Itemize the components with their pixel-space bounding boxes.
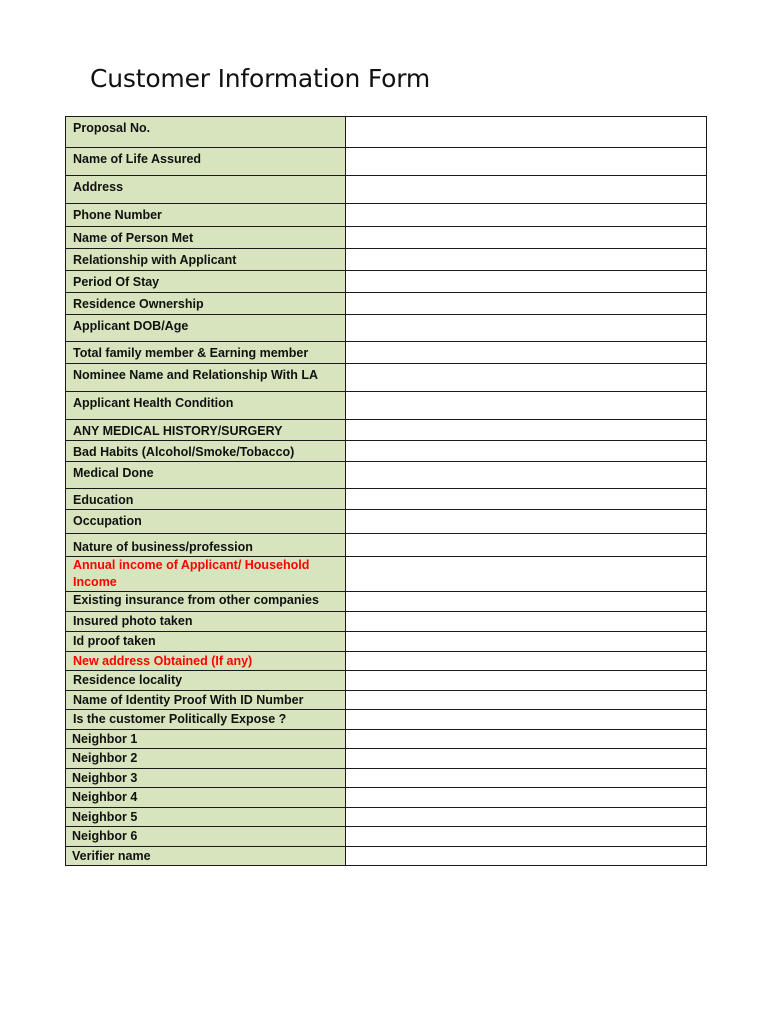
field-value-input[interactable] [346, 691, 707, 710]
field-value-input[interactable] [346, 827, 707, 847]
table-row [66, 510, 707, 534]
field-value-input[interactable] [346, 249, 707, 271]
field-value-input[interactable] [346, 489, 707, 510]
table-row [66, 592, 707, 612]
page-title: Customer Information Form [90, 64, 431, 93]
table-row [66, 710, 707, 730]
field-label: Nature of business/profession [66, 534, 346, 557]
field-label: Total family member & Earning member [66, 342, 346, 364]
field-label: Nominee Name and Relationship With LA [66, 364, 346, 392]
field-value-input[interactable] [346, 441, 707, 462]
table-row [66, 462, 707, 489]
table-row [66, 271, 707, 293]
field-value-input[interactable] [346, 769, 707, 788]
table-row [66, 249, 707, 271]
field-label: Proposal No. [66, 117, 346, 148]
table-row [66, 730, 707, 749]
table-row [66, 176, 707, 204]
field-value-input[interactable] [346, 710, 707, 730]
field-label: Name of Life Assured [66, 148, 346, 176]
table-row [66, 489, 707, 510]
field-value-input[interactable] [346, 730, 707, 749]
table-row [66, 612, 707, 632]
field-label: Bad Habits (Alcohol/Smoke/Tobacco) [66, 441, 346, 462]
table-row [66, 364, 707, 392]
field-value-input[interactable] [346, 788, 707, 808]
field-value-input[interactable] [346, 392, 707, 420]
field-label: Is the customer Politically Expose ? [66, 710, 346, 730]
field-label: Neighbor 4 [66, 788, 346, 808]
field-label-highlighted: New address Obtained (If any) [66, 652, 346, 671]
table-row [66, 557, 707, 592]
field-label: Insured photo taken [66, 612, 346, 632]
table-row [66, 632, 707, 652]
field-value-input[interactable] [346, 420, 707, 441]
field-value-input[interactable] [346, 632, 707, 652]
table-row [66, 808, 707, 827]
field-label: Neighbor 5 [66, 808, 346, 827]
field-label: Neighbor 3 [66, 769, 346, 788]
field-value-input[interactable] [346, 271, 707, 293]
field-value-input[interactable] [346, 176, 707, 204]
field-label: Applicant Health Condition [66, 392, 346, 420]
field-label: ANY MEDICAL HISTORY/SURGERY [66, 420, 346, 441]
field-label: Period Of Stay [66, 271, 346, 293]
field-value-input[interactable] [346, 342, 707, 364]
field-label: Occupation [66, 510, 346, 534]
table-row [66, 769, 707, 788]
customer-info-table [65, 116, 707, 866]
field-value-input[interactable] [346, 534, 707, 557]
field-value-input[interactable] [346, 117, 707, 148]
table-row [66, 342, 707, 364]
field-label: Neighbor 2 [66, 749, 346, 769]
table-row [66, 420, 707, 441]
table-row [66, 315, 707, 342]
field-label: Phone Number [66, 204, 346, 227]
field-value-input[interactable] [346, 652, 707, 671]
field-label: Address [66, 176, 346, 204]
table-row [66, 117, 707, 148]
field-label: Name of Identity Proof With ID Number [66, 691, 346, 710]
field-value-input[interactable] [346, 315, 707, 342]
field-label: Residence locality [66, 671, 346, 691]
table-row [66, 204, 707, 227]
table-row [66, 788, 707, 808]
field-label: Id proof taken [66, 632, 346, 652]
field-label-highlighted: Annual income of Applicant/ Household Income [66, 557, 346, 592]
field-label: Existing insurance from other companies [66, 592, 346, 612]
field-label: Education [66, 489, 346, 510]
field-value-input[interactable] [346, 510, 707, 534]
table-row [66, 148, 707, 176]
table-row [66, 691, 707, 710]
field-label: Name of Person Met [66, 227, 346, 249]
table-row [66, 652, 707, 671]
field-value-input[interactable] [346, 592, 707, 612]
field-value-input[interactable] [346, 364, 707, 392]
field-value-input[interactable] [346, 749, 707, 769]
field-label: Relationship with Applicant [66, 249, 346, 271]
field-value-input[interactable] [346, 557, 707, 592]
field-value-input[interactable] [346, 462, 707, 489]
field-value-input[interactable] [346, 671, 707, 691]
field-label: Residence Ownership [66, 293, 346, 315]
field-label: Verifier name [66, 847, 346, 866]
table-row [66, 534, 707, 557]
field-value-input[interactable] [346, 227, 707, 249]
table-row [66, 227, 707, 249]
field-value-input[interactable] [346, 293, 707, 315]
field-value-input[interactable] [346, 808, 707, 827]
field-label: Neighbor 6 [66, 827, 346, 847]
field-label: Applicant DOB/Age [66, 315, 346, 342]
table-row [66, 749, 707, 769]
table-row [66, 671, 707, 691]
field-value-input[interactable] [346, 204, 707, 227]
field-label: Neighbor 1 [66, 730, 346, 749]
table-row [66, 293, 707, 315]
table-row [66, 847, 707, 866]
field-value-input[interactable] [346, 148, 707, 176]
table-row [66, 441, 707, 462]
field-label: Medical Done [66, 462, 346, 489]
field-value-input[interactable] [346, 847, 707, 866]
field-value-input[interactable] [346, 612, 707, 632]
table-row [66, 827, 707, 847]
table-row [66, 392, 707, 420]
